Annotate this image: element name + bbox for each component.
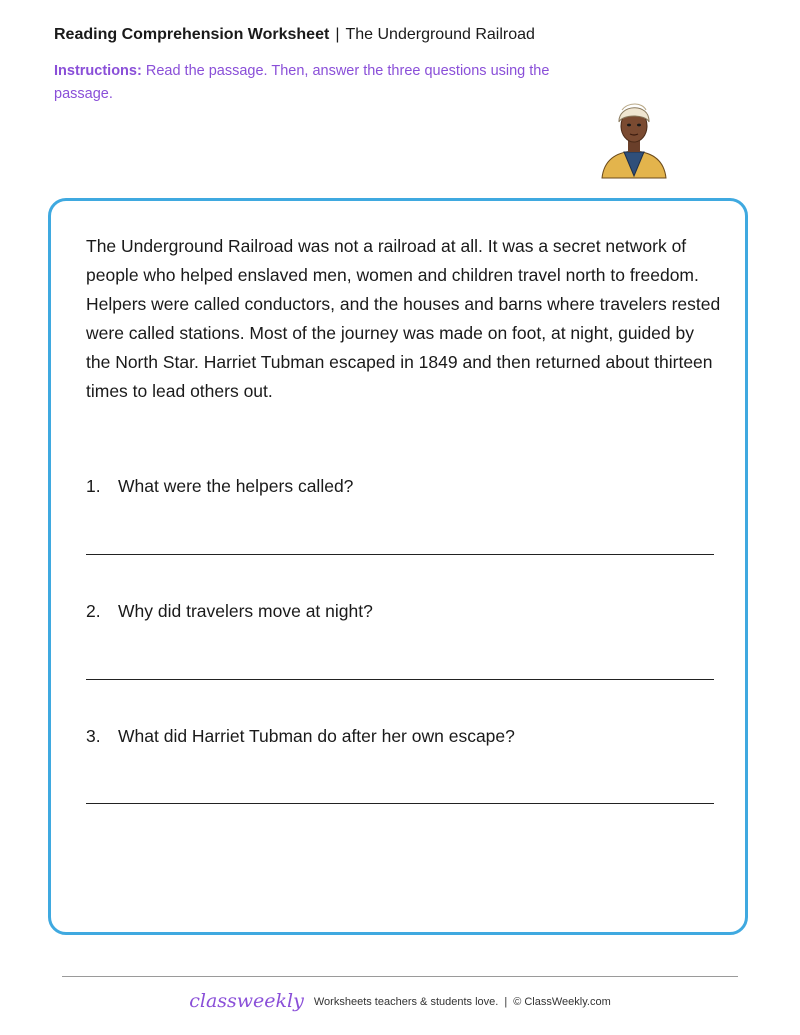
- question-number: 2.: [86, 601, 101, 621]
- question-text: What did Harriet Tubman do after her own escape?: [118, 726, 515, 746]
- instructions-label: Instructions:: [54, 63, 142, 79]
- harriet-tubman-portrait-icon: [596, 94, 672, 182]
- worksheet-subtitle: The Underground Railroad: [345, 26, 535, 43]
- footer-separator: |: [504, 996, 508, 1008]
- worksheet-title: Reading Comprehension Worksheet: [54, 26, 330, 43]
- question-number: 1.: [86, 476, 101, 496]
- answer-line-2[interactable]: [86, 679, 714, 680]
- question-text: What were the helpers called?: [118, 476, 354, 496]
- instructions: [54, 60, 574, 106]
- footer-divider: [62, 976, 738, 977]
- footer-tagline: Worksheets teachers & students love.: [313, 996, 499, 1008]
- answer-line-1[interactable]: [86, 554, 714, 555]
- question-3: [86, 726, 515, 747]
- worksheet-header: [54, 26, 535, 44]
- question-number: 3.: [86, 726, 101, 746]
- footer: [0, 990, 800, 1012]
- header-separator: |: [335, 26, 340, 43]
- answer-line-3[interactable]: [86, 803, 714, 804]
- question-1: [86, 476, 353, 497]
- instructions-text: Read the passage. Then, answer the three questions using the passage.: [54, 63, 550, 102]
- question-text: Why did travelers move at night?: [118, 601, 373, 621]
- footer-copyright: © ClassWeekly.com: [513, 996, 611, 1008]
- classweekly-logo: classweekly: [189, 990, 304, 1012]
- question-2: [86, 601, 373, 622]
- reading-passage: The Underground Railroad was not a railroad at all. It was a secret network of people who helped enslaved men, women and children travel north to freedom. Helpers were called conductors, and the houses and barns where travelers rested were called stations. Most of the journey was made on foot, at night, guided by the North Star. Harriet Tubman escaped in 1849 and then returned about thirteen times to lead others out.: [86, 236, 721, 401]
